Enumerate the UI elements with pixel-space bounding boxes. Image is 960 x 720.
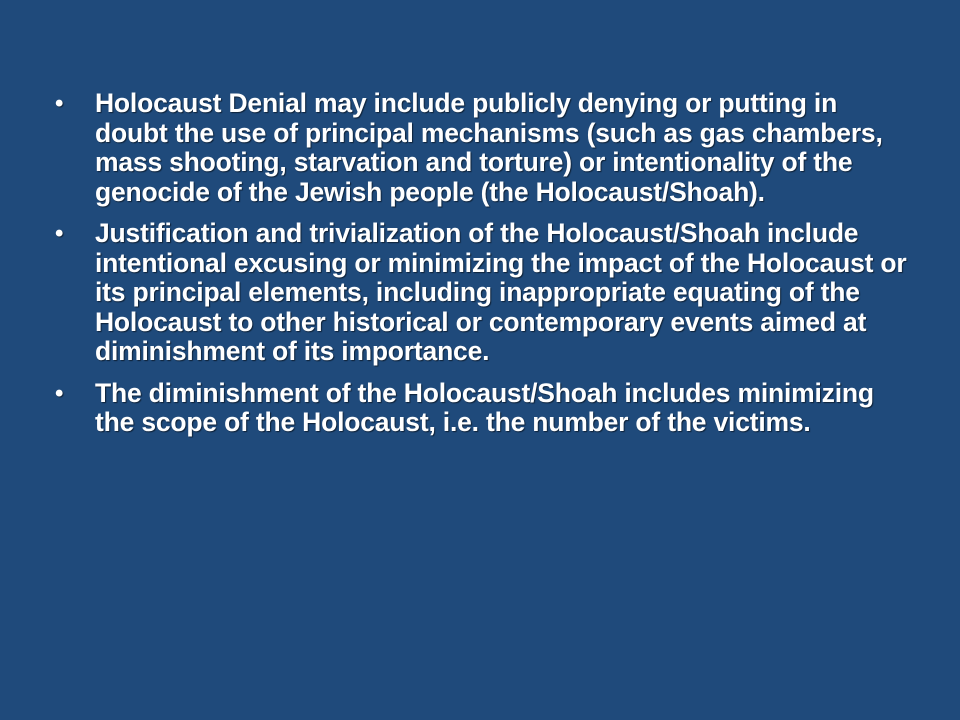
bullet-item-diminishment	[55, 379, 915, 438]
bullet-list	[55, 89, 915, 450]
bullet-text: Justification and trivialization of the Holocaust/Shoah include intentional excusing or minimizing the impact of the Holocaust or its principal elements, including inappropriate equating of the Holocaust to other historical or contemporary events aimed at diminishment of its importance.	[95, 218, 907, 366]
bullet-dot-icon: •	[55, 90, 64, 117]
bullet-text: The diminishment of the Holocaust/Shoah includes minimizing the scope of the Holocaust, i.e. the number of the victims.	[95, 377, 874, 437]
bullet-item-denial	[55, 89, 915, 207]
bullet-text: Holocaust Denial may include publicly denying or putting in doubt the use of principal mechanisms (such as gas chambers, mass shooting, starvation and torture) or intentionality of the genocide of the Jewish people (the Holocaust/Shoah).	[95, 88, 883, 207]
bullet-item-justification	[55, 219, 915, 367]
bullet-dot-icon: •	[55, 379, 64, 407]
bullet-dot-icon: •	[55, 220, 64, 247]
